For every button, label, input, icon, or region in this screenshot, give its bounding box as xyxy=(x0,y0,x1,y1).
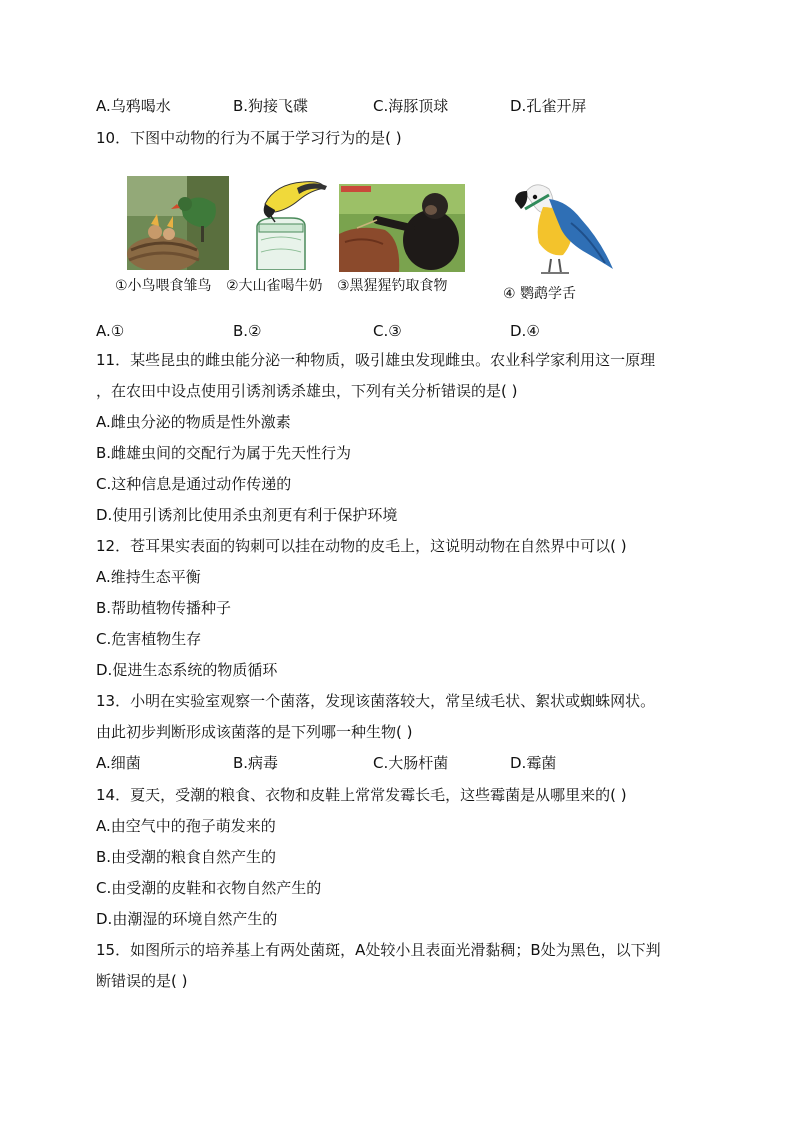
q12-option-a: A.维持生态平衡 xyxy=(96,568,201,586)
q12-option-b: B.帮助植物传播种子 xyxy=(96,599,232,617)
chimpanzee-fishing-image xyxy=(339,184,465,272)
q10-option-c: C.③ xyxy=(373,322,402,340)
q12-option-c: C.危害植物生存 xyxy=(96,630,202,648)
q11-option-b: B.雌雄虫间的交配行为属于先天性行为 xyxy=(96,444,352,462)
q10-caption-2: ②大山雀喝牛奶 xyxy=(226,278,323,294)
q9-option-a: A.乌鸦喝水 xyxy=(96,97,171,115)
q13-option-d: D.霉菌 xyxy=(510,754,557,772)
q14-option-b: B.由受潮的粮食自然产生的 xyxy=(96,848,277,866)
q11-option-d: D.使用引诱剂比使用杀虫剂更有利于保护环境 xyxy=(96,506,398,524)
q10-option-a: A.① xyxy=(96,322,125,340)
q11-stem-line-1: 11．某些昆虫的雌虫能分泌一种物质，吸引雄虫发现雌虫。农业科学家利用这一原理 xyxy=(96,351,656,369)
q15-stem-line-1: 15．如图所示的培养基上有两处菌斑，A处较小且表面光滑黏稠；B处为黑色，以下判 xyxy=(96,941,661,959)
q11-option-c: C.这种信息是通过动作传递的 xyxy=(96,475,292,493)
q15-stem-line-2: 断错误的是( ) xyxy=(96,972,188,990)
bird-feeding-chicks-image xyxy=(127,176,229,270)
q12-option-d: D.促进生态系统的物质循环 xyxy=(96,661,278,679)
q13-stem-line-1: 13．小明在实验室观察一个菌落，发现该菌落较大，常呈绒毛状、絮状或蜘蛛网状。 xyxy=(96,692,656,710)
q14-option-a: A.由空气中的孢子萌发来的 xyxy=(96,817,276,835)
q10-caption-3: ③黑猩猩钓取食物 xyxy=(337,278,448,294)
q14-option-d: D.由潮湿的环境自然产生的 xyxy=(96,910,278,928)
q12-stem: 12．苍耳果实表面的钩刺可以挂在动物的皮毛上，这说明动物在自然界中可以( ) xyxy=(96,537,627,555)
q10-option-d: D.④ xyxy=(510,322,540,340)
great-tit-milk-bottle-image xyxy=(245,174,329,270)
q13-option-b: B.病毒 xyxy=(233,754,279,772)
q14-option-c: C.由受潮的皮鞋和衣物自然产生的 xyxy=(96,879,322,897)
q9-option-c: C.海豚顶球 xyxy=(373,97,449,115)
parrot-image xyxy=(505,177,615,279)
q10-stem: 10．下图中动物的行为不属于学习行为的是( ) xyxy=(96,129,402,147)
q11-option-a: A.雌虫分泌的物质是性外激素 xyxy=(96,413,291,431)
q13-option-a: A.细菌 xyxy=(96,754,141,772)
q13-option-c: C.大肠杆菌 xyxy=(373,754,449,772)
q13-stem-line-2: 由此初步判断形成该菌落的是下列哪一种生物( ) xyxy=(96,723,413,741)
q9-option-b: B.狗接飞碟 xyxy=(233,97,309,115)
q10-caption-1: ①小鸟喂食雏鸟 xyxy=(115,278,212,294)
q10-option-b: B.② xyxy=(233,322,262,340)
q14-stem: 14．夏天，受潮的粮食、衣物和皮鞋上常常发霉长毛，这些霉菌是从哪里来的( ) xyxy=(96,786,627,804)
q10-caption-4: ④ 鹦鹉学舌 xyxy=(503,286,577,302)
q9-option-d: D.孔雀开屏 xyxy=(510,97,587,115)
q11-stem-line-2: ，在农田中设点使用引诱剂诱杀雄虫，下列有关分析错误的是( ) xyxy=(96,382,518,400)
